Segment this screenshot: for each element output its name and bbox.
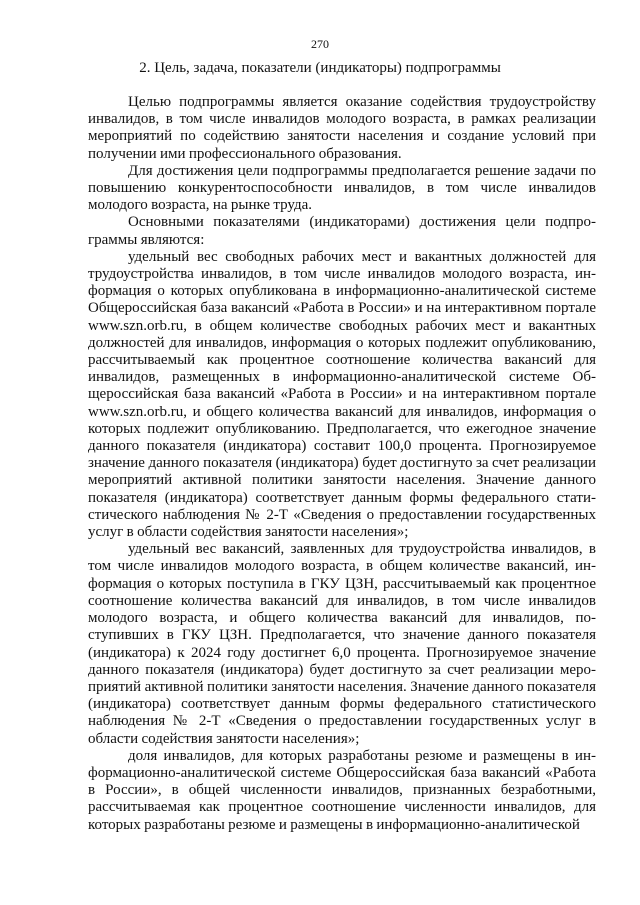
paragraph-task: Для достижения цели подпрограммы предполагается решение задачи по повышению конкурентоспособности инвалидов, в том числе инвалидов молодого возраста, на рынке труда. <box>88 162 596 214</box>
paragraph-goal: Целью подпрограммы является оказание содействия трудоустройству инвалидов, в том числе инвалидов молодого возраста, в рамках реализации мероприятий по содействию занятости населения и создание условий при получении ими профессионального образования. <box>88 94 596 162</box>
body-text <box>88 94 596 834</box>
paragraph-indicator-resumes: доля инвалидов, для которых разработаны резюме и размещены в информационно-аналитической системе Общероссийская база вакансий «Работа в России», в общей численности инвалидов, признанных безработными, рассчитываемая как процентное соотношение численности инвалидов, для которых разработаны резюме и размещены в информационно-аналитической <box>88 747 596 833</box>
paragraph-indicator-vacancies-declared: удельный вес вакансий, заявленных для трудоустройства инвалидов, в том числе инвалидов молодого возраста, в общем количестве вакансий, информация о которых поступила в ГКУ ЦЗН, рассчитываемый как процентное соотношение количества вакансий для инвалидов, в том числе инвалидов молодого возраста, и общего количества вакансий для инвалидов, поступивших в ГКУ ЦЗН. Предполагается, что значение данного показателя (индикатора) к 2024 году достигнет 6,0 процента. Прогнозируемое значение данного показателя (индикатора) будет достигнуто за счет реализации мероприятий активной политики занятости населения. Значение данного показателя (индикатора) соответствует данным формы федерального статистического наблюдения № 2-Т «Сведения о предоставлении государственных услуг в области содействия занятости населения»; <box>88 541 596 747</box>
paragraph-indicator-vacancies-published: удельный вес свободных рабочих мест и вакантных должностей для трудоустройства инвалидов, в том числе инвалидов молодого возраста, информация о которых опубликована в информационно-аналитической системе Общероссийская база вакансий «Работа в России» и на интерактивном портале www.szn.orb.ru, в общем количестве свободных рабочих мест и вакантных должностей для инвалидов, информация о которых подлежит опубликованию, рассчитываемый как процентное соотношение количества вакансий для инвалидов, размещенных в информационно-аналитической системе Общероссийская база вакансий «Работа в России» и на интерактивном портале www.szn.orb.ru, и общего количества вакансий для инвалидов, информация о которых подлежит опубликованию. Предполагается, что ежегодное значение данного показателя (индикатора) составит 100,0 процента. Прогнозируемое значение данного показателя (индикатора) будет достигнуто за счет реализации мероприятий активной политики занятости населения. Значение данного показателя (индикатора) соответствует данным формы федерального статистического наблюдения № 2-Т «Сведения о предоставлении государственных услуг в области содействия занятости населения»; <box>88 248 596 541</box>
page-number: 270 <box>311 37 329 51</box>
section-heading: 2. Цель, задача, показатели (индикаторы) подпрограммы <box>139 60 501 76</box>
paragraph-indicators-intro: Основными показателями (индикаторами) достижения цели подпрограммы являются: <box>88 214 596 248</box>
